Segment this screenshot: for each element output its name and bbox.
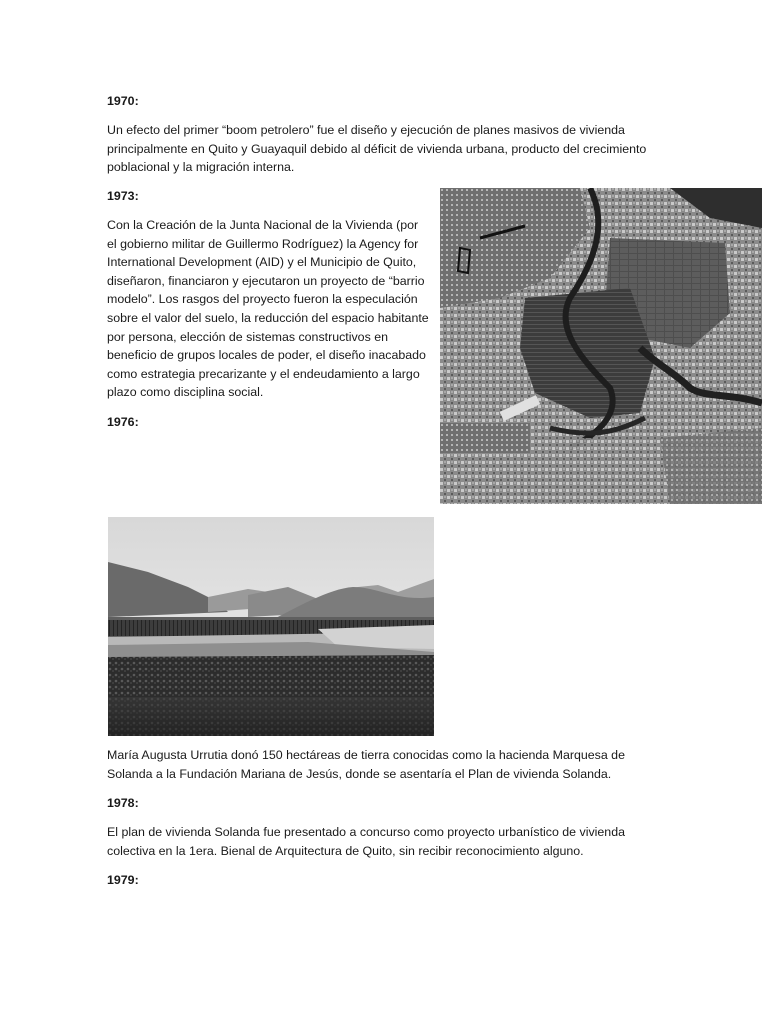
year-heading-1979: 1979: bbox=[107, 873, 139, 887]
paragraph-1976: María Augusta Urrutia donó 150 hectáreas de tierra conocidas como la hacienda Marquesa de Solanda a la Fundación Mariana de Jesús, donde se asentaría el Plan de vivienda Solanda. bbox=[107, 748, 625, 781]
landscape-photo bbox=[108, 517, 434, 736]
year-heading-1970: 1970: bbox=[107, 94, 139, 108]
paragraph-1973: Con la Creación de la Junta Nacional de la Vivienda (por el gobierno militar de Guillermo Rodríguez) la Agency for International Development (AID) y el Municipio de Quito, diseñaron, financiaron y ejecutaron un proyecto de “barrio modelo”. Los rasgos del proyecto fueron la especulación sobre el valor del suelo, la reducción del espacio habitante por persona, elección de sistemas constructivos en beneficio de grupos locales de poder, el diseño inacabado como estrategia precarizante y el endeudamiento a largo plazo como disciplina social. bbox=[107, 218, 429, 400]
year-heading-1976: 1976: bbox=[107, 415, 139, 429]
aerial-photo bbox=[440, 188, 762, 504]
year-heading-1973: 1973: bbox=[107, 189, 139, 203]
year-heading-1978: 1978: bbox=[107, 796, 139, 810]
paragraph-1970: Un efecto del primer “boom petrolero” fue el diseño y ejecución de planes masivos de vivienda principalmente en Quito y Guayaquil debido al déficit de vivienda urbana, producto del crecimiento poblacional y la migración interna. bbox=[107, 123, 647, 175]
paragraph-1978: El plan de vivienda Solanda fue presentado a concurso como proyecto urbanístico de vivienda colectiva en la 1era. Bienal de Arquitectura de Quito, sin recibir reconocimiento alguno. bbox=[107, 825, 625, 858]
